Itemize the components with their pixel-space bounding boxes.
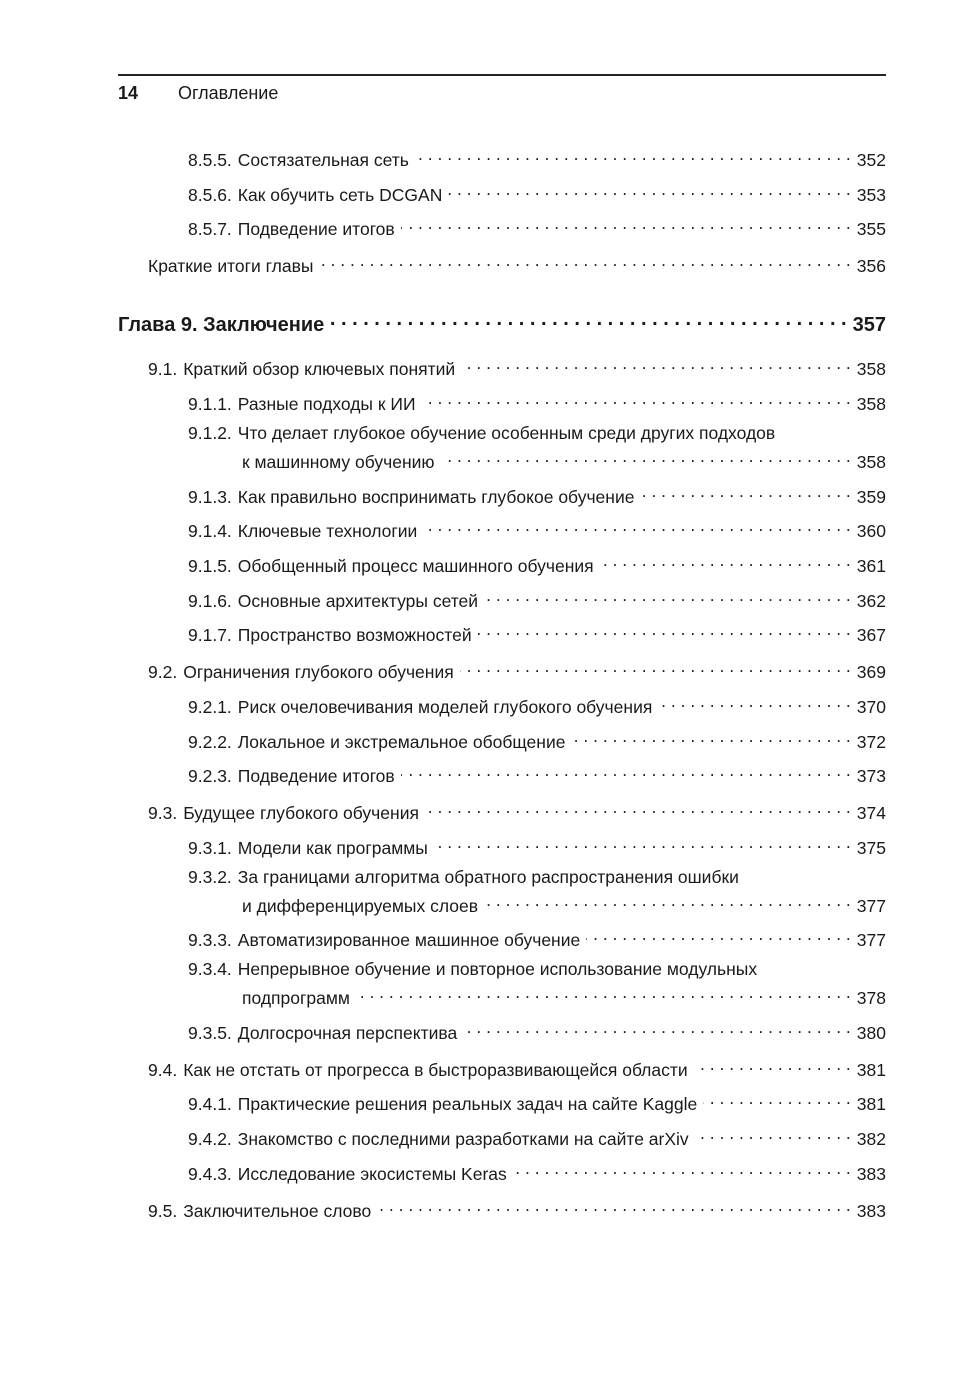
toc-page-number: 358 <box>856 394 886 414</box>
toc-number: 9.2. <box>148 662 178 682</box>
dot-leader <box>330 308 846 331</box>
toc-title: Автоматизированное машинное обучение <box>237 930 581 950</box>
toc-title-wrap <box>148 358 455 381</box>
toc-title-wrap <box>148 661 454 684</box>
toc-page-number: 367 <box>856 625 886 645</box>
toc-entry[interactable] <box>188 1122 886 1151</box>
toc-title-wrap <box>148 1059 688 1082</box>
toc-entry[interactable] <box>148 1194 886 1223</box>
toc-page-number: 358 <box>856 452 886 472</box>
toc-number: 9.3. <box>148 803 178 823</box>
toc-number: 9.2.3. <box>188 766 232 786</box>
toc-number: 9.1.1. <box>188 394 232 414</box>
dot-leader <box>461 352 851 375</box>
toc-title-wrap <box>188 731 565 754</box>
toc-title-wrap <box>188 696 652 719</box>
toc-entry[interactable] <box>188 178 886 207</box>
toc-page-number: 373 <box>856 766 886 786</box>
toc-page-number: 381 <box>856 1060 886 1080</box>
toc-title: Ограничения глубокого обучения <box>183 662 454 682</box>
toc-entry[interactable] <box>188 1157 886 1186</box>
toc-number: 9.1. <box>148 359 178 379</box>
dot-leader <box>377 1194 851 1217</box>
dot-leader <box>695 1122 851 1145</box>
toc-number: 9.3.2. <box>188 867 232 887</box>
toc-page-number: 360 <box>856 521 886 541</box>
toc-line <box>188 618 886 647</box>
toc-title-wrap <box>188 555 594 578</box>
toc-number: 9.4.2. <box>188 1129 232 1149</box>
toc-line <box>148 655 886 684</box>
toc-page-number: 357 <box>852 314 886 336</box>
toc-number: 9.5. <box>148 1201 178 1221</box>
toc-entry[interactable] <box>188 831 886 860</box>
toc-entry[interactable] <box>188 1087 886 1116</box>
toc-title-wrap <box>188 486 634 509</box>
dot-leader <box>586 923 851 946</box>
toc-entry[interactable] <box>188 422 886 474</box>
toc-title-wrap <box>148 802 419 825</box>
toc-line <box>188 1016 886 1045</box>
dot-leader <box>425 796 851 819</box>
toc-page-number: 382 <box>856 1129 886 1149</box>
toc-title: Обобщенный процесс машинного обучения <box>237 556 594 576</box>
toc-line <box>188 866 886 889</box>
toc-entry[interactable] <box>188 690 886 719</box>
toc-title: Основные архитектуры сетей <box>237 591 479 611</box>
toc-line <box>148 249 886 278</box>
toc-number: 9.1.2. <box>188 423 232 443</box>
toc-title-wrap <box>188 1128 689 1151</box>
toc-title-wrap <box>188 958 757 981</box>
toc-entry[interactable] <box>188 143 886 172</box>
toc-title: Непрерывное обучение и повторное использование модульных <box>237 959 758 979</box>
toc-entry[interactable] <box>188 866 886 918</box>
toc-number: 9.3.3. <box>188 930 232 950</box>
toc-page-number: 378 <box>856 988 886 1008</box>
toc-page-number: 358 <box>856 359 886 379</box>
dot-leader <box>484 889 851 912</box>
toc-number: 9.1.6. <box>188 591 232 611</box>
toc-number: 9.1.3. <box>188 487 232 507</box>
toc-line <box>188 923 886 952</box>
toc-page-number: 381 <box>856 1094 886 1114</box>
toc-chapter[interactable] <box>118 308 886 337</box>
toc-entry[interactable] <box>188 923 886 952</box>
toc-title-wrap <box>188 1022 457 1045</box>
toc-line <box>188 480 886 509</box>
toc-entry[interactable] <box>188 1016 886 1045</box>
toc-line <box>148 1194 886 1223</box>
toc-line <box>188 690 886 719</box>
toc-title-wrap <box>188 218 395 241</box>
toc-title: Подведение итогов <box>237 766 395 786</box>
toc-page-number: 355 <box>856 219 886 239</box>
toc-title: Заключительное слово <box>183 1201 372 1221</box>
toc-line <box>148 1053 886 1082</box>
toc-number: 8.5.7. <box>188 219 232 239</box>
toc-line <box>188 584 886 613</box>
toc-page-number: 377 <box>856 930 886 950</box>
toc-page-number: 369 <box>856 662 886 682</box>
toc-title-wrap <box>188 866 739 889</box>
toc-page-number: 370 <box>856 697 886 717</box>
toc-title-wrap <box>188 184 442 207</box>
toc-title: Будущее глубокого обучения <box>183 803 419 823</box>
toc-page-number: 383 <box>856 1164 886 1184</box>
toc-title-wrap <box>148 1200 371 1223</box>
toc-title-wrap <box>188 1163 507 1186</box>
toc-title-wrap <box>188 149 409 172</box>
toc-title: Краткие итоги главы <box>148 256 314 276</box>
toc-line <box>188 1087 886 1116</box>
dot-leader <box>415 143 851 166</box>
toc-line <box>188 831 886 860</box>
toc-page-number: 372 <box>856 732 886 752</box>
page-number: 14 <box>118 83 139 103</box>
toc-title: Модели как программы <box>237 838 428 858</box>
toc-line <box>188 759 886 788</box>
toc-line <box>188 387 886 416</box>
toc-entry[interactable] <box>148 655 886 684</box>
dot-leader <box>460 655 851 678</box>
dot-leader <box>319 249 850 272</box>
toc-number: 8.5.5. <box>188 150 232 170</box>
toc-title: Риск очеловечивания моделей глубокого обучения <box>237 697 653 717</box>
toc-page-number: 377 <box>856 896 886 916</box>
toc-line <box>188 143 886 172</box>
toc-line <box>148 352 886 381</box>
toc-number: 9.2.1. <box>188 697 232 717</box>
toc-title: Глава 9. Заключение <box>118 314 325 336</box>
toc-line <box>188 1157 886 1186</box>
toc-title: Ключевые технологии <box>237 521 418 541</box>
toc-title: Практические решения реальных задач на сайте Kaggle <box>237 1094 698 1114</box>
dot-leader <box>658 690 850 713</box>
toc-title-wrap <box>188 520 417 543</box>
dot-leader <box>640 480 850 503</box>
toc-number: 9.3.1. <box>188 838 232 858</box>
toc-page-number: 380 <box>856 1023 886 1043</box>
toc-number: 9.4.1. <box>188 1094 232 1114</box>
toc-title: Что делает глубокое обучение особенным среди других подходов <box>237 423 776 443</box>
toc-title-continued: к машинному обучению <box>242 452 435 472</box>
dot-leader <box>448 178 850 201</box>
header-rule <box>118 74 886 76</box>
toc-number: 9.1.5. <box>188 556 232 576</box>
toc-line <box>188 514 886 543</box>
dot-leader <box>401 759 851 782</box>
toc-title: Локальное и экстремальное обобщение <box>237 732 566 752</box>
toc-entry[interactable] <box>148 796 886 825</box>
toc-number: 8.5.6. <box>188 185 232 205</box>
toc-entry[interactable] <box>188 549 886 578</box>
dot-leader <box>694 1053 851 1076</box>
toc-title-wrap <box>188 624 472 647</box>
toc-page-number: 361 <box>856 556 886 576</box>
toc-page-number: 352 <box>856 150 886 170</box>
dot-leader <box>703 1087 851 1110</box>
toc-entry[interactable] <box>188 387 886 416</box>
toc-entry[interactable] <box>188 584 886 613</box>
toc-entry[interactable] <box>188 212 886 241</box>
toc-entry[interactable] <box>148 352 886 381</box>
toc-line <box>148 796 886 825</box>
toc-title-continued: подпрограмм <box>242 988 350 1008</box>
toc-entry[interactable] <box>188 480 886 509</box>
toc-page-number: 356 <box>856 256 886 276</box>
toc-line <box>188 212 886 241</box>
toc-line <box>118 308 886 337</box>
toc-page-number: 353 <box>856 185 886 205</box>
toc-title-continued: и дифференцируемых слоев <box>242 896 479 916</box>
toc-title: Разные подходы к ИИ <box>237 394 416 414</box>
dot-leader <box>441 445 851 468</box>
dot-leader <box>478 618 851 641</box>
toc-entry[interactable] <box>148 1053 886 1082</box>
running-header-title: Оглавление <box>178 83 279 103</box>
toc-line <box>188 1122 886 1151</box>
toc-line <box>188 981 886 1010</box>
toc-number: 9.1.7. <box>188 625 232 645</box>
toc-line <box>188 889 886 918</box>
toc-title: Исследование экосистемы Keras <box>237 1164 507 1184</box>
toc-page-number: 383 <box>856 1201 886 1221</box>
toc-page-number: 374 <box>856 803 886 823</box>
toc-title: Как не отстать от прогресса в быстроразвивающейся области <box>183 1060 688 1080</box>
toc-title-wrap <box>148 255 313 278</box>
toc-title: Как обучить сеть DCGAN <box>237 185 443 205</box>
toc-number: 9.4. <box>148 1060 178 1080</box>
toc-entry[interactable] <box>188 725 886 754</box>
dot-leader <box>513 1157 851 1180</box>
toc-number: 9.1.4. <box>188 521 232 541</box>
toc-entry[interactable] <box>188 514 886 543</box>
toc-title: Знакомство с последними разработками на сайте arXiv <box>237 1129 689 1149</box>
toc-number: 9.2.2. <box>188 732 232 752</box>
toc-title-wrap <box>188 422 775 445</box>
toc-title-wrap <box>188 1093 697 1116</box>
dot-leader <box>423 514 851 537</box>
dot-leader <box>401 212 851 235</box>
toc-page-number: 375 <box>856 838 886 858</box>
toc-entry[interactable] <box>188 618 886 647</box>
dot-leader <box>571 725 850 748</box>
toc-page-number: 362 <box>856 591 886 611</box>
toc-title-wrap <box>188 393 416 416</box>
dot-leader <box>356 981 851 1004</box>
toc-entry[interactable] <box>188 958 886 1010</box>
toc-number: 9.3.4. <box>188 959 232 979</box>
toc-line <box>188 549 886 578</box>
toc-line <box>188 178 886 207</box>
toc-title-wrap <box>188 765 395 788</box>
toc-title-wrap <box>188 929 580 952</box>
toc-title: Подведение итогов <box>237 219 395 239</box>
toc-line <box>188 958 886 981</box>
toc-line <box>188 445 886 474</box>
toc-title-wrap <box>188 590 478 613</box>
dot-leader <box>484 584 851 607</box>
toc-title: Пространство возможностей <box>237 625 472 645</box>
toc-title-wrap <box>188 837 428 860</box>
toc-number: 9.4.3. <box>188 1164 232 1184</box>
dot-leader <box>422 387 851 410</box>
toc-title: За границами алгоритма обратного распространения ошибки <box>237 867 739 887</box>
toc-title-wrap <box>118 314 324 337</box>
dot-leader <box>463 1016 851 1039</box>
toc-line <box>188 422 886 445</box>
toc-number: 9.3.5. <box>188 1023 232 1043</box>
toc-entry[interactable] <box>188 759 886 788</box>
toc-page-number: 359 <box>856 487 886 507</box>
toc-title: Долгосрочная перспектива <box>237 1023 458 1043</box>
toc-entry[interactable] <box>148 249 886 278</box>
dot-leader <box>434 831 851 854</box>
toc-line <box>188 725 886 754</box>
dot-leader <box>600 549 851 572</box>
toc-title: Как правильно воспринимать глубокое обучение <box>237 487 635 507</box>
toc-title: Краткий обзор ключевых понятий <box>183 359 456 379</box>
toc-title: Состязательная сеть <box>237 150 409 170</box>
